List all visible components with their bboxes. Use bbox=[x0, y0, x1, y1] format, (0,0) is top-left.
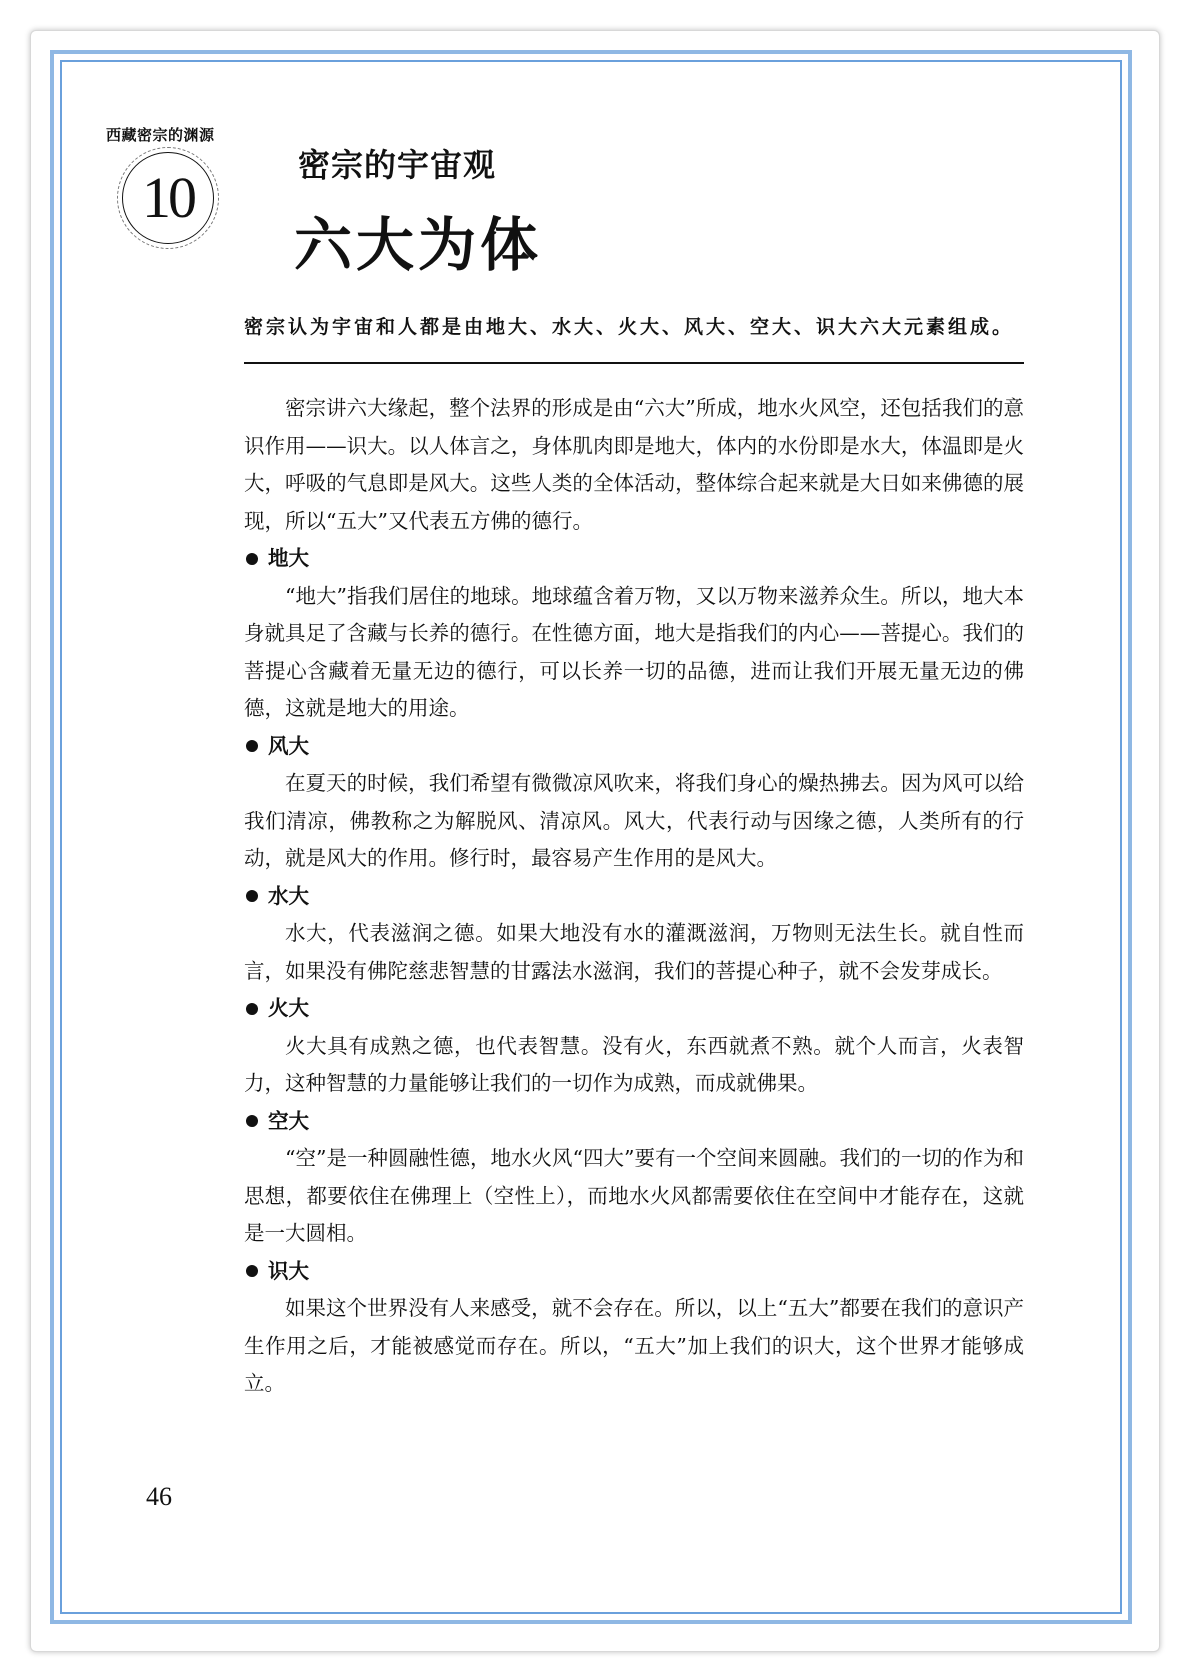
section-heading-label: 识大 bbox=[268, 1258, 309, 1283]
section-paragraph-earth: “地大”指我们居住的地球。地球蕴含着万物，又以万物来滋养众生。所以，地大本身就具足了含藏与长养的德行。在性德方面，地大是指我们的内心——菩提心。我们的菩提心含藏着无量无边的德行，可以长养一切的品德，进而让我们开展无量无边的佛德，这就是地大的用途。 bbox=[244, 583, 1024, 720]
section-paragraph-fire: 火大具有成熟之德，也代表智慧。没有火，东西就煮不熟。就个人而言，火表智力，这种智慧的力量能够让我们的一切作为成熟，而成就佛果。 bbox=[244, 1033, 1024, 1095]
chapter-number: 10 bbox=[142, 165, 194, 230]
bullet-icon bbox=[246, 890, 258, 902]
section-heading-consciousness bbox=[244, 1253, 1024, 1291]
section-heading-wind bbox=[244, 728, 1024, 766]
section-paragraph-space: “空”是一种圆融性德，地水火风“四大”要有一个空间来圆融。我们的一切的作为和思想，都要依住在佛理上（空性上），而地水火风都需要依住在空间中才能存在，这就是一大圆相。 bbox=[244, 1146, 1024, 1245]
chapter-badge bbox=[122, 152, 214, 244]
section-heading-label: 空大 bbox=[268, 1108, 309, 1133]
section-heading-label: 火大 bbox=[268, 996, 309, 1020]
bullet-icon bbox=[246, 1265, 258, 1277]
chapter-summary: 密宗认为宇宙和人都是由地大、水大、火大、风大、空大、识大六大元素组成。 bbox=[244, 316, 1015, 338]
section-heading-label: 风大 bbox=[268, 733, 309, 758]
summary-divider bbox=[244, 362, 1024, 364]
page-number: 46 bbox=[146, 1482, 172, 1511]
chapter-subtitle: 密宗的宇宙观 bbox=[298, 146, 497, 184]
series-title: 西藏密宗的渊源 bbox=[106, 126, 215, 144]
section-paragraph-wind: 在夏天的时候，我们希望有微微凉风吹来，将我们身心的燥热拂去。因为风可以给我们清凉，佛教称之为解脱风、清凉风。风大，代表行动与因缘之德，人类所有的行动，就是风大的作用。修行时，最容易产生作用的是风大。 bbox=[244, 771, 1024, 870]
section-paragraph-water: 水大，代表滋润之德。如果大地没有水的灌溉滋润，万物则无法生长。就自性而言，如果没有佛陀慈悲智慧的甘露法水滋润，我们的菩提心种子，就不会发芽成长。 bbox=[244, 921, 1024, 983]
section-heading-label: 地大 bbox=[268, 546, 309, 570]
section-heading-label: 水大 bbox=[268, 883, 309, 908]
section-heading-earth bbox=[244, 540, 1024, 578]
chapter-title: 六大为体 bbox=[294, 211, 543, 279]
section-heading-fire bbox=[244, 990, 1024, 1028]
bullet-icon bbox=[246, 1115, 258, 1127]
section-heading-water bbox=[244, 878, 1024, 916]
bullet-icon bbox=[246, 553, 258, 565]
intro-paragraph: 密宗讲六大缘起，整个法界的形成是由“六大”所成，地水火风空，还包括我们的意识作用——识大。以人体言之，身体肌肉即是地大，体内的水份即是水大，体温即是火大，呼吸的气息即是风大。这些人类的全体活动，整体综合起来就是大日如来佛德的展现，所以“五大”又代表五方佛的德行。 bbox=[244, 396, 1024, 533]
section-heading-space bbox=[244, 1103, 1024, 1141]
bullet-icon bbox=[246, 1003, 258, 1015]
bullet-icon bbox=[246, 740, 258, 752]
article-body bbox=[244, 390, 1024, 1403]
section-paragraph-consciousness: 如果这个世界没有人来感受，就不会存在。所以，以上“五大”都要在我们的意识产生作用之后，才能被感觉而存在。所以，“五大”加上我们的识大，这个世界才能够成立。 bbox=[244, 1296, 1024, 1395]
